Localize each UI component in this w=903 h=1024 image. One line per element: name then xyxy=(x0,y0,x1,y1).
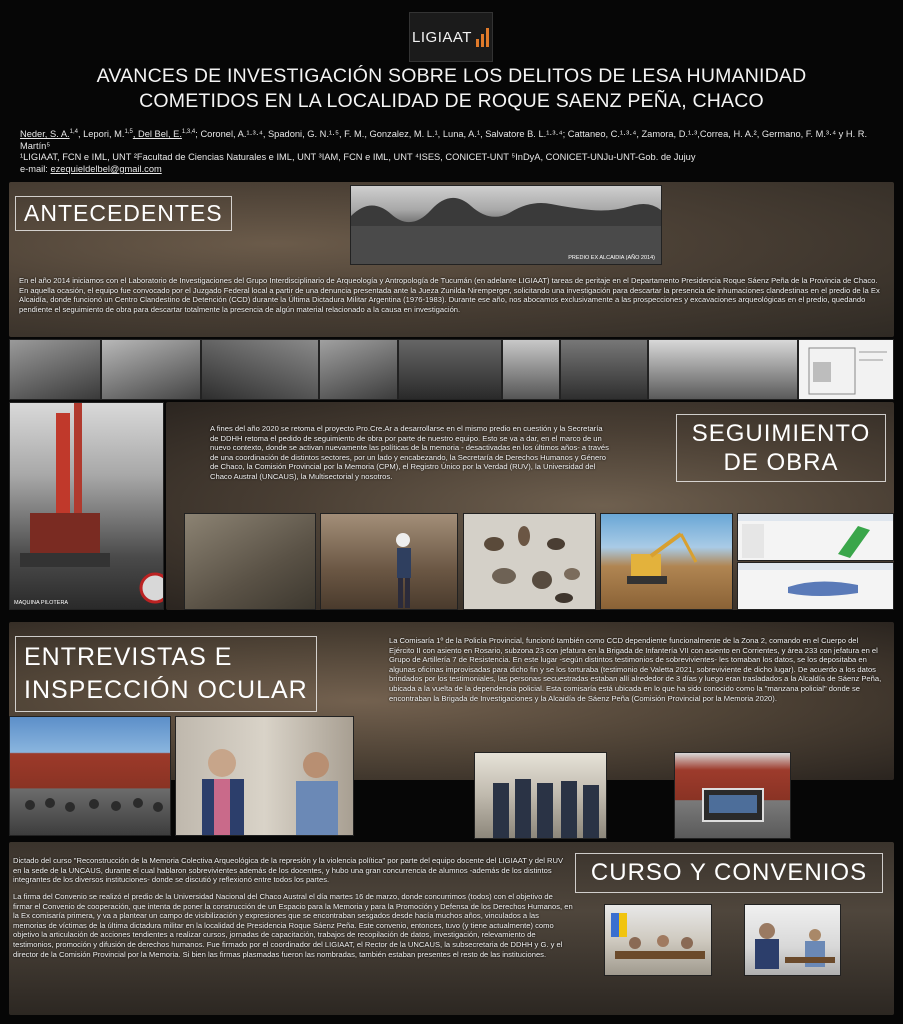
strip-photo-7 xyxy=(560,339,648,400)
strip-photo-5 xyxy=(398,339,502,400)
artifacts-icon xyxy=(464,514,596,610)
memorial-sign-icon xyxy=(675,753,791,839)
antecedentes-text: En el año 2014 iniciamos con el Laboratorio de Investigaciones del Grupo Interdisciplinario de Arqueología y Antropología de Tucumán (en adelante LIGIAAT) tareas de peritaje en el Departamento Presidencia Roque Sáenz Peña de la Provincia de Chaco. En aquella ocasión, el equipo fue convocado por el Juzgado Federal local a partir de una denuncia presentada ante la Jueza Zunilda Niremperger, solicitando una investigación para descartar la presencia de inhumaciones clandestinas en el predio de la Ex Alcaidía, donde funcionó un Centro Clandestino de Detención (CCD) durante la Última Dictadura Militar Argentina (1976-1983). Durante ese año, nos abocamos exclusivamente a las prospecciones y excavaciones arqueológicas en el predio, quedando pendiente el seguimiento de obra para descartar totalmente la presencia de algún material relacionado a la causa en investigación. xyxy=(19,276,880,314)
seguimiento-heading xyxy=(676,414,886,482)
3d-profile-icon xyxy=(738,563,894,610)
author-1: Neder, S. A. xyxy=(20,129,70,140)
entrevistas-heading-line-2: INSPECCIÓN OCULAR xyxy=(24,676,308,704)
author-2-sup: 1,5 xyxy=(124,129,133,135)
title-line-1: AVANCES DE INVESTIGACIÓN SOBRE LOS DELITOS DE LESA HUMANIDAD xyxy=(96,65,807,87)
author-1-sup: 1,4 xyxy=(69,129,78,135)
ex-alcaidia-caption: PREDIO EX ALCAIDIA (AÑO 2014) xyxy=(568,255,655,261)
antecedentes-heading: ANTECEDENTES xyxy=(15,196,232,231)
title-line-2: COMETIDOS EN LA LOCALIDAD DE ROQUE SAENZ PEÑA, CHACO xyxy=(139,90,764,112)
strip-photo-2 xyxy=(101,339,201,400)
poster-title xyxy=(60,64,843,114)
strip-photo-1 xyxy=(9,339,101,400)
author-rest: ; Coronel, A.¹·³·⁴, Spadoni, G. N.¹·⁵, F. M., Gonzalez, M. L.¹, Luna, A.¹, Salvatore B. L.¹·³·⁴; Cattaneo, C.¹·³·⁴, Zamora, D.¹·³,Correa, H. A.², Germano, F. M.³·⁴ y H. R. Martín⁵ xyxy=(20,129,868,151)
antecedentes-panel xyxy=(9,182,894,337)
authors-block xyxy=(20,127,886,175)
author-list xyxy=(20,127,886,152)
worker-icon xyxy=(321,514,458,610)
comisaria-building-photo xyxy=(9,716,171,836)
author-2: , Lepori, M. xyxy=(77,129,125,140)
curso-text-1: Dictado del curso "Reconstrucción de la Memoria Colectiva Arqueológica de la represión y la violencia política" por parte del equipo docente del LIGIAAT y del RUV en la sede de la UNCAUS, durante el cual hablaron sobrevivientes además de los docentes, y hubo una gran concurrencia de alumnos -además de los distintos integrantes de los diversos instituciones- donde se discutió y reflexionó entre todos los partes. xyxy=(13,856,564,885)
crowd-icon xyxy=(10,717,171,836)
curso-heading: CURSO Y CONVENIOS xyxy=(575,853,883,893)
group-inspection-photo xyxy=(474,752,607,839)
email-line xyxy=(20,164,886,176)
3d-model-screenshot xyxy=(737,513,894,561)
recovered-artifacts-photo xyxy=(463,513,596,610)
interview-photo xyxy=(175,716,354,836)
logo-text: LIGIAAT xyxy=(412,28,472,46)
email-label: e-mail: xyxy=(20,163,51,174)
strip-photo-6 xyxy=(502,339,560,400)
maquina-pilotera-photo xyxy=(9,402,164,610)
course-participants-photo xyxy=(744,904,841,976)
logo-mark-icon xyxy=(476,27,490,47)
interviewees-icon xyxy=(176,717,354,836)
memorial-sign-photo xyxy=(674,752,791,839)
seguimiento-heading-line-1: SEGUIMIENTO xyxy=(691,420,871,447)
author-3: , Del Bel, E. xyxy=(132,129,182,140)
seguimiento-text: A fines del año 2020 se retoma el proyecto Pro.Cre.Ar a desarrollarse en el mismo predio en cuestión y la Secretaría de DDHH retoma el pedido de seguimiento de obra por parte de nuestro equipo. Esto se va a dar, en el marco de un nuevo contexto, donde se activan nuevamente las políticas de la memoria - desactivadas en los últimos años- a través de una coordinación de distintos sectores, por un lado y encabezando, la Secretaría de Derechos Humanos y Género de Chaco, la Comisión Provincial por la Memoria (CPM), el Registro Único por la Verdad (RUV), la Universidad del Chaco Austral (UNCAUS), la Multisectorial y nosotros. xyxy=(210,424,609,481)
entrevistas-heading-line-1: ENTREVISTAS E xyxy=(24,643,233,671)
excavator-photo xyxy=(600,513,733,610)
participants-icon xyxy=(745,905,841,976)
aerial-site-photo xyxy=(184,513,316,610)
signing-table-icon xyxy=(605,905,712,976)
strip-photo-4 xyxy=(319,339,398,400)
seguimiento-heading-line-2: DE OBRA xyxy=(723,449,839,476)
excavation-worker-photo xyxy=(320,513,458,610)
convenio-signing-photo xyxy=(604,904,712,976)
author-3-sup: 1,3,4 xyxy=(181,129,196,135)
entrevistas-heading xyxy=(15,636,317,712)
site-plan-icon xyxy=(799,340,894,400)
strip-photo-8 xyxy=(648,339,798,400)
group-icon xyxy=(475,753,607,839)
excavator-icon xyxy=(601,514,733,610)
tree-line-icon xyxy=(351,186,662,265)
email-link[interactable]: ezequieldelbel@gmail.com xyxy=(50,163,162,174)
affiliations: ¹LIGIAAT, FCN e IML, UNT ²Facultad de Ciencias Naturales e IML, UNT ³IAM, FCN e IML, UNT ⁴ISES, CONICET-UNT ⁵InDyA, CONICET-UNJu-UNT-Gob. de Jujuy xyxy=(20,152,696,163)
maquina-pilotera-caption: MAQUINA PILOTERA xyxy=(14,600,69,606)
curso-text-2: La firma del Convenio se realizó el predio de la Universidad Nacional del Chaco Austral el día martes 16 de marzo, donde concurrimos (todos) con el objetivo de firmar el Convenio de cooperación, que intenta de poner la construcción de un Espacio para la Memoria y para la Promoción y Defensa de los Derechos Humanos, en la Ex comisaría primera, y va a plantear un campo de visibilización y expresiones que se encontraban sesgados desde hacía muchos años, vinculados a las memorias de víctimas de la última dictadura militar en la localidad de Presidencia Roque Sáenz Peña. Este convenio, entonces, tuvo (y tiene actualmente) como objetivo la articulación de acciones tendientes a realizar cursos, jornadas de capacitación, trabajos de recopilación de datos, investigación, relevamiento de testimonios, promoción y difusión de derechos humanos. Fue firmado por el coordinador del LIGIAAT, el Rector de la UNCAUS, la subsecretaria de DDHH y G. y el director de la Comisión Provincial por la Memoria. Si bien las firmas plasmadas fueron las nombradas, también estaban presentes el resto de las instituciones. xyxy=(13,892,573,959)
3d-profile-screenshot xyxy=(737,562,894,610)
pile-driver-icon xyxy=(10,403,164,610)
ligiaat-logo xyxy=(409,12,493,62)
ex-alcaidia-photo xyxy=(350,185,662,265)
3d-model-icon xyxy=(738,514,894,561)
entrevistas-text: La Comisaría 1º de la Policía Provincial, funcionó también como CCD dependiente funcionalmente de la Zona 2, comando en el Cuerpo del Ejército II con asiento en Rosario, subzona 23 con jefatura en la Brigada de Infantería VII con asiento en Corrientes, y área 233 con jefatura en el Grupo de Artillería 7 de Resistencia. En este lugar -según distintos testimonios de sobrevivientes- les tomaban los datos, se los depositaba en algunas oficinas improvisadas para dicho fin y se los torturaba (testimonio de Valetta 2021, sobreviviente de dicho lugar). De acuerdo a los datos brindados por los testimoniales, las personas secuestradas estaban allí alrededor de 3 días y luego eran trasladados a la Alcaldía de Sáenz Peña, ubicada a la vuelta de la dependencia policial. Esta comisaría está ubicada en lo que ha sido conocido como la "manzana policial" donde se encontraban la Brigada de Investigaciones y la Alcaidía de Sáenz Peña (Comisión Provincial por la Memoria 2020). xyxy=(389,636,882,703)
site-plan-map xyxy=(798,339,894,400)
strip-photo-3 xyxy=(201,339,319,400)
